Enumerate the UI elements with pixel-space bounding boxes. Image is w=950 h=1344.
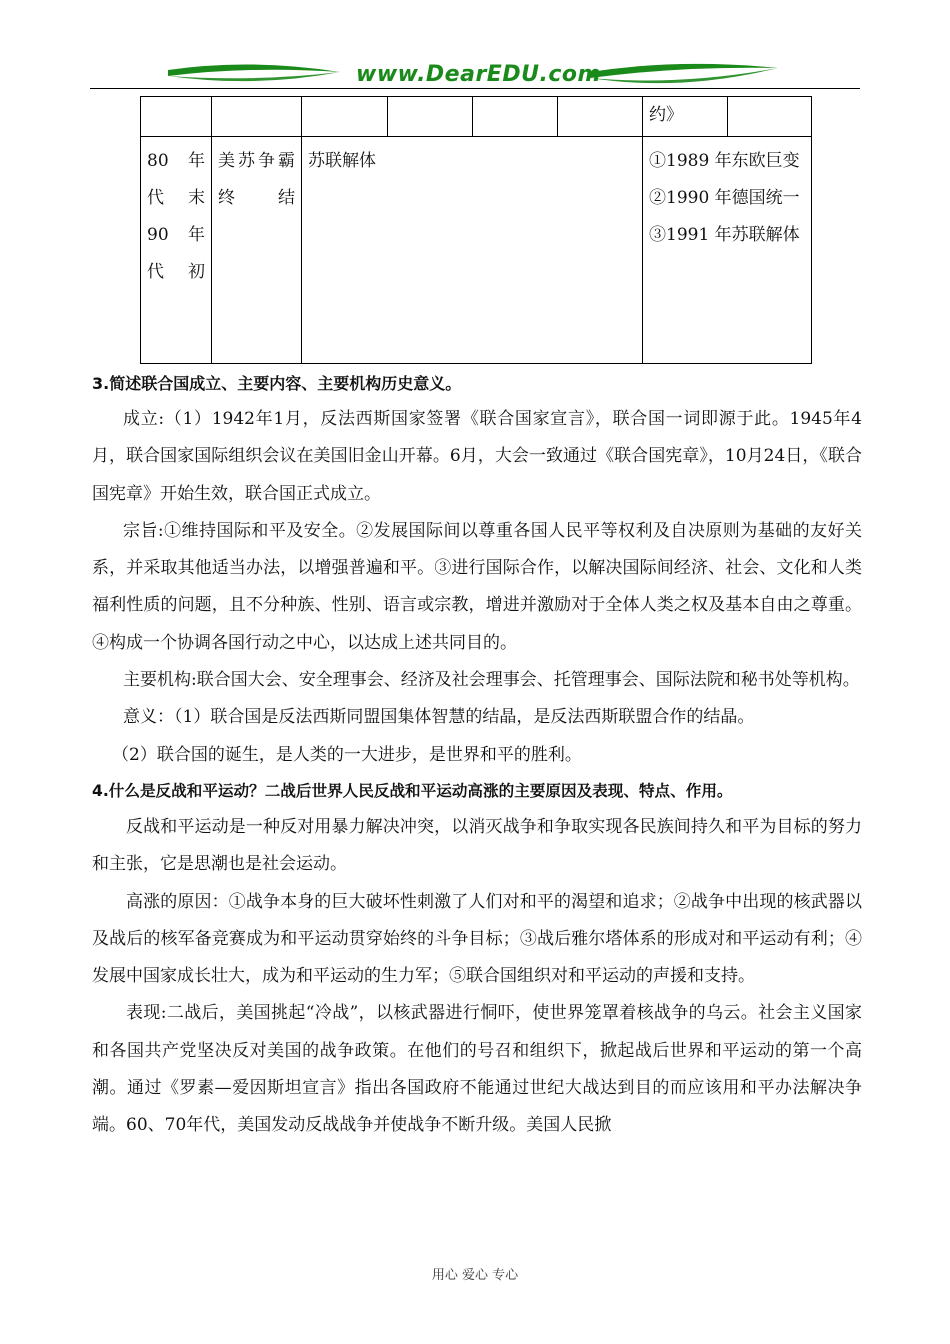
header-divider [90, 88, 860, 89]
table-cell [728, 97, 812, 137]
note-item: ①1989 年东欧巨变 [649, 151, 800, 171]
table-cell [141, 97, 212, 137]
period-cell: 80 年代 末 90 年代初 [141, 137, 212, 364]
table-cell [212, 97, 302, 137]
table-cell [558, 97, 643, 137]
section-3-significance-1: 意义：（1）联合国是反法西斯同盟国集体智慧的结晶，是反法西斯联盟合作的结晶。 [123, 707, 755, 728]
notes-cell [643, 137, 812, 364]
section-4-definition: 反战和平运动是一种反对用暴力解决冲突，以消灭战争和争取实现各民族间持久和平为目标的努力和主张，它是思潮也是社会运动。 [92, 816, 862, 875]
table-row [141, 97, 812, 137]
note-item: ②1990 年德国统一 [649, 188, 800, 208]
table-cell [302, 97, 388, 137]
section-4-causes: 高涨的原因：①战争本身的巨大破坏性刺激了人们对和平的渴望和追求；②战争中出现的核武器以及战后的核军备竞赛成为和平运动贯穿始终的斗争目标；③战后雅尔塔体系的形成对和平运动有利；④发展中国家成长壮大，成为和平运动的生力军；⑤联合国组织对和平运动的声援和支持。 [92, 891, 862, 987]
section-3-founding: 成立:（1）1942年1月，反法西斯国家签署《联合国家宣言》，联合国一词即源于此。1945年4月，联合国家国际组织会议在美国旧金山开幕。6月，大会一致通过《联合国宪章》，10月24日，《联合国宪章》开始生效，联合国正式成立。 [92, 409, 862, 504]
header-logo-text: www.DearEDU.com [356, 62, 601, 87]
section-3-purpose: 宗旨:①维持国际和平及安全。②发展国际间以尊重各国人民平等权利及自决原则为基础的友好关系，并采取其他适当办法，以增强普遍和平。③进行国际合作，以解决国际间经济、社会、文化和人类福利性质的问题，且不分种族、性别、语言或宗教，增进并激励对于全体人类之权及基本自由之尊重。④构成一个协调各国行动之中心，以达成上述共同目的。 [92, 520, 862, 653]
section-3-organs: 主要机构:联合国大会、安全理事会、经济及社会理事会、托管理事会、国际法院和秘书处等机构。 [123, 670, 860, 691]
section-3-heading: 3.简述联合国成立、主要内容、主要机构历史意义。 [92, 374, 462, 393]
table-cell [473, 97, 558, 137]
section-4-heading: 4.什么是反战和平运动？二战后世界人民反战和平运动高涨的主要原因及表现、特点、作用。 [92, 781, 733, 800]
table-cell [388, 97, 473, 137]
section-3-significance-2: （2）联合国的诞生，是人类的一大进步，是世界和平的胜利。 [112, 744, 582, 765]
table-cell [643, 97, 728, 137]
page-footer: 用心 爱心 专心 [431, 1268, 519, 1283]
note-item: ③1991 年苏联解体 [649, 225, 800, 245]
document-body [92, 366, 862, 1145]
page-header [90, 56, 860, 92]
history-table [140, 96, 812, 364]
top-row-fragment: 约》 [649, 105, 683, 125]
event-cell: 美苏争霸终结 [212, 137, 302, 364]
table-row [141, 137, 812, 364]
section-4-manifestation: 表现:二战后，美国挑起“冷战”，以核武器进行恫吓，使世界笼罩着核战争的乌云。社会主义国家和各国共产党坚决反对美国的战争政策。在他们的号召和组织下，掀起战后世界和平运动的第一个高潮。通过《罗素—爱因斯坦宣言》指出各国政府不能通过世纪大战达到目的而应该用和平办法解决争端。60、70年代，美国发动反战战争并使战争不断升级。美国人民掀 [92, 1003, 862, 1136]
result-cell: 苏联解体 [302, 137, 643, 364]
